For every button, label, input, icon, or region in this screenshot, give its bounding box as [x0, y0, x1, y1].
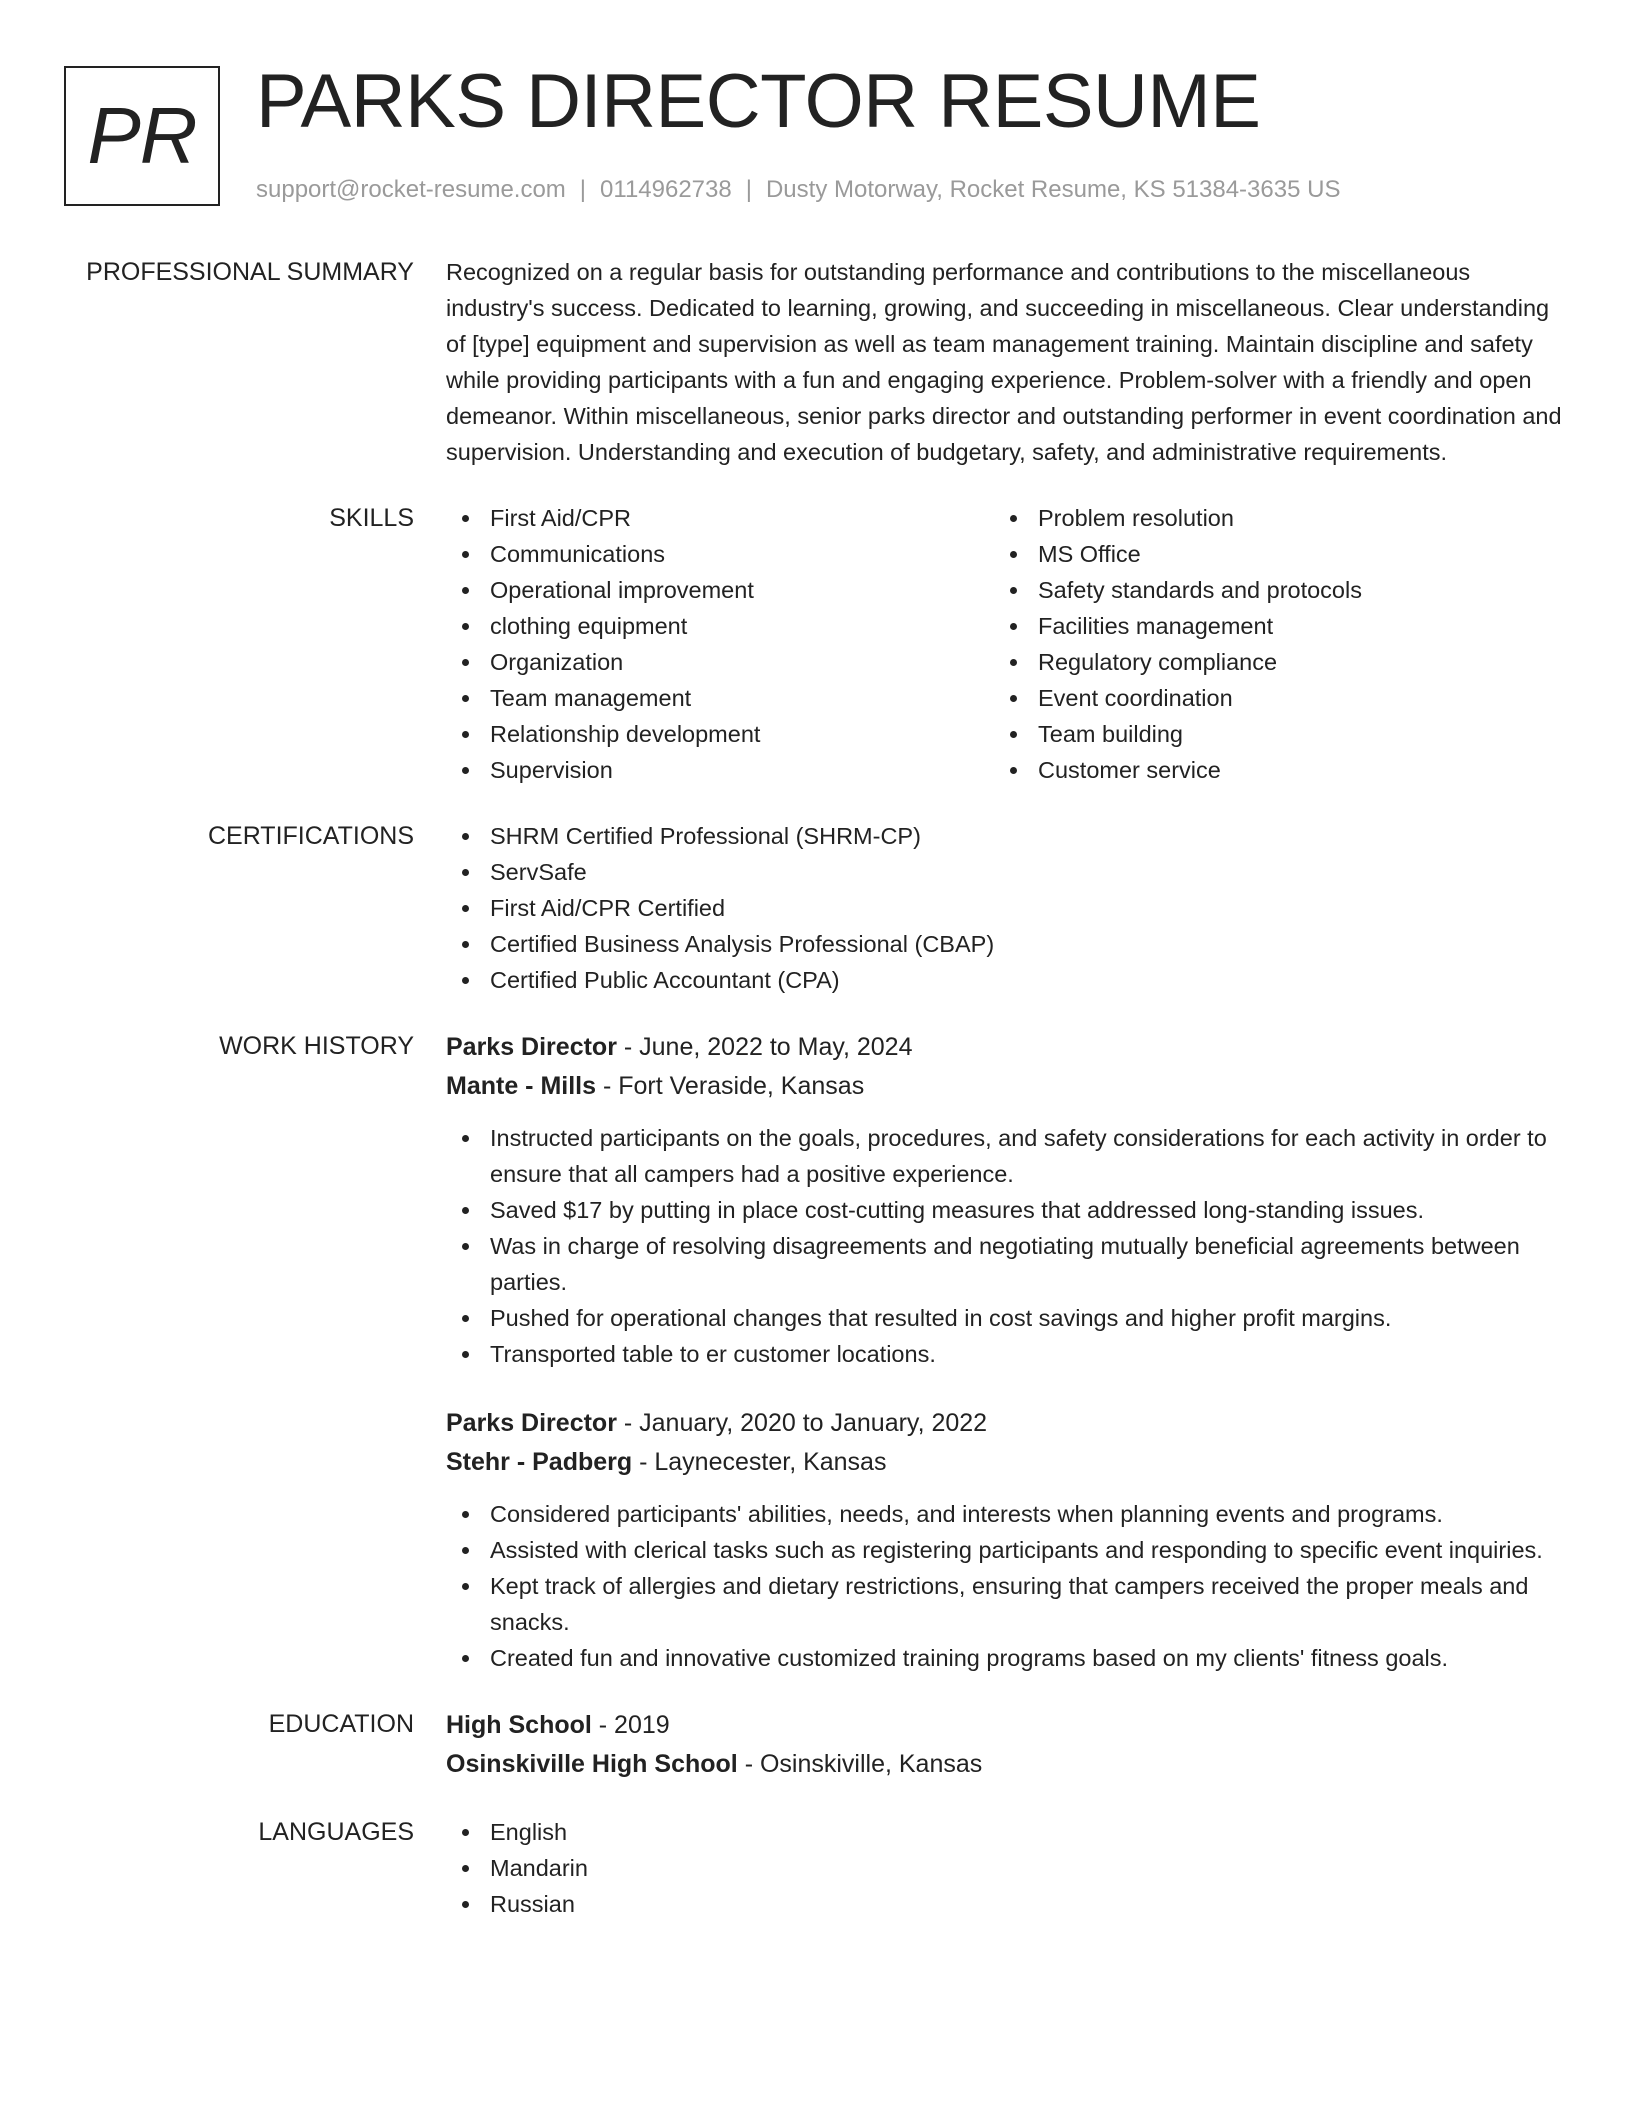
education-year: - 2019 — [591, 1711, 670, 1739]
job-company-line — [446, 1443, 1562, 1482]
skill-item: Facilities management — [994, 608, 1542, 644]
contact-address: Dusty Motorway, Rocket Resume, KS 51384-3635 US — [765, 176, 1341, 203]
skill-item: First Aid/CPR — [446, 500, 994, 536]
job-title-line — [446, 1028, 1562, 1067]
job-title-line — [446, 1404, 1562, 1443]
skill-item: Supervision — [446, 752, 994, 788]
job-bullet: Assisted with clerical tasks such as registering participants and responding to specific event inquiries. — [446, 1532, 1562, 1568]
section-label-languages: LANGUAGES — [258, 1818, 414, 1846]
skill-item: MS Office — [994, 536, 1542, 572]
summary-content — [446, 254, 1562, 470]
skill-item: Event coordination — [994, 680, 1542, 716]
skills-content — [446, 500, 1562, 788]
certification-item: Certified Public Accountant (CPA) — [446, 962, 1562, 998]
job-bullet: Kept track of allergies and dietary restrictions, ensuring that campers received the proper meals and snacks. — [446, 1568, 1562, 1640]
skill-item: Team management — [446, 680, 994, 716]
education-location: - Osinskiville, Kansas — [737, 1750, 983, 1778]
contact-separator: | — [745, 176, 752, 203]
job-bullet: Saved $17 by putting in place cost-cutting measures that addressed long-standing issues. — [446, 1192, 1562, 1228]
skill-item: Safety standards and protocols — [994, 572, 1542, 608]
languages-content — [446, 1814, 1562, 1922]
language-item: Mandarin — [446, 1850, 1562, 1886]
skill-item: Customer service — [994, 752, 1542, 788]
contact-separator: | — [579, 176, 587, 203]
section-certifications — [64, 818, 1564, 998]
skill-item: Operational improvement — [446, 572, 994, 608]
skill-item: Relationship development — [446, 716, 994, 752]
education-degree-line — [446, 1706, 1562, 1745]
resume-body — [64, 254, 1564, 1952]
job-dates: - June, 2022 to May, 2024 — [616, 1033, 913, 1061]
job-company-line — [446, 1067, 1562, 1106]
skill-item: Regulatory compliance — [994, 644, 1542, 680]
certifications-list — [446, 818, 1562, 998]
section-languages — [64, 1814, 1564, 1922]
skills-list-left — [446, 500, 994, 788]
skills-list-right — [994, 500, 1542, 788]
section-skills — [64, 500, 1564, 788]
job-location: - Fort Veraside, Kansas — [596, 1072, 865, 1100]
section-label-summary: PROFESSIONAL SUMMARY — [86, 258, 414, 286]
skill-item: Problem resolution — [994, 500, 1542, 536]
skill-item: Organization — [446, 644, 994, 680]
education-content — [446, 1706, 1562, 1784]
education-school: Osinskiville High School — [446, 1750, 738, 1778]
languages-list — [446, 1814, 1562, 1922]
job-company: Mante - Mills — [446, 1072, 597, 1100]
job-title: Parks Director — [446, 1409, 617, 1437]
education-degree: High School — [446, 1711, 592, 1739]
section-label-certifications: CERTIFICATIONS — [207, 822, 414, 850]
job-bullet: Considered participants' abilities, needs, and interests when planning events and programs. — [446, 1496, 1562, 1532]
job-company: Stehr - Padberg — [446, 1448, 633, 1476]
monogram-logo — [64, 66, 220, 206]
job-location: - Laynecester, Kansas — [632, 1448, 887, 1476]
job-bullet: Instructed participants on the goals, procedures, and safety considerations for each activity in order to ensure that all campers had a positive experience. — [446, 1120, 1562, 1192]
section-label-education: EDUCATION — [268, 1710, 414, 1738]
summary-text: Recognized on a regular basis for outstanding performance and contributions to the miscellaneous industry's success. Dedicated to learning, growing, and succeeding in miscellaneous. Clear understanding of [type] equipment and supervision as well as team management training. Maintain discipline and safety while providing participants with a fun and engaging experience. Problem-solver with a friendly and open demeanor. Within miscellaneous, senior parks director and outstanding performer in event coordination and supervision. Understanding and execution of budgetary, safety, and administrative requirements. — [446, 259, 1562, 465]
certification-item: First Aid/CPR Certified — [446, 890, 1562, 926]
contact-info — [256, 174, 1340, 206]
job-bullets — [446, 1496, 1562, 1676]
certification-item: SHRM Certified Professional (SHRM-CP) — [446, 818, 1562, 854]
certification-item: ServSafe — [446, 854, 1562, 890]
contact-phone: 0114962738 — [600, 176, 732, 203]
job-entry — [446, 1028, 1562, 1372]
job-bullet: Created fun and innovative customized training programs based on my clients' fitness goals. — [446, 1640, 1562, 1676]
education-school-line — [446, 1745, 1562, 1784]
skill-item: clothing equipment — [446, 608, 994, 644]
page-title: PARKS DIRECTOR RESUME — [256, 59, 1261, 144]
skill-item: Communications — [446, 536, 994, 572]
work-history-content — [446, 1028, 1562, 1676]
language-item: Russian — [446, 1886, 1562, 1922]
job-bullet: Transported table to er customer locations. — [446, 1336, 1562, 1372]
job-dates: - January, 2020 to January, 2022 — [616, 1409, 988, 1437]
section-label-work-history: WORK HISTORY — [219, 1032, 414, 1060]
initials: PR — [87, 91, 197, 180]
job-bullets — [446, 1120, 1562, 1372]
certification-item: Certified Business Analysis Professional (CBAP) — [446, 926, 1562, 962]
job-bullet: Pushed for operational changes that resulted in cost savings and higher profit margins. — [446, 1300, 1562, 1336]
section-label-skills: SKILLS — [329, 504, 414, 532]
section-work-history — [64, 1028, 1564, 1676]
skill-item: Team building — [994, 716, 1542, 752]
section-education — [64, 1706, 1564, 1784]
language-item: English — [446, 1814, 1562, 1850]
job-title: Parks Director — [446, 1033, 617, 1061]
certifications-content — [446, 818, 1562, 998]
contact-email: support@rocket-resume.com — [256, 176, 566, 203]
job-entry — [446, 1404, 1562, 1676]
section-summary — [64, 254, 1564, 470]
job-bullet: Was in charge of resolving disagreements and negotiating mutually beneficial agreements between parties. — [446, 1228, 1562, 1300]
